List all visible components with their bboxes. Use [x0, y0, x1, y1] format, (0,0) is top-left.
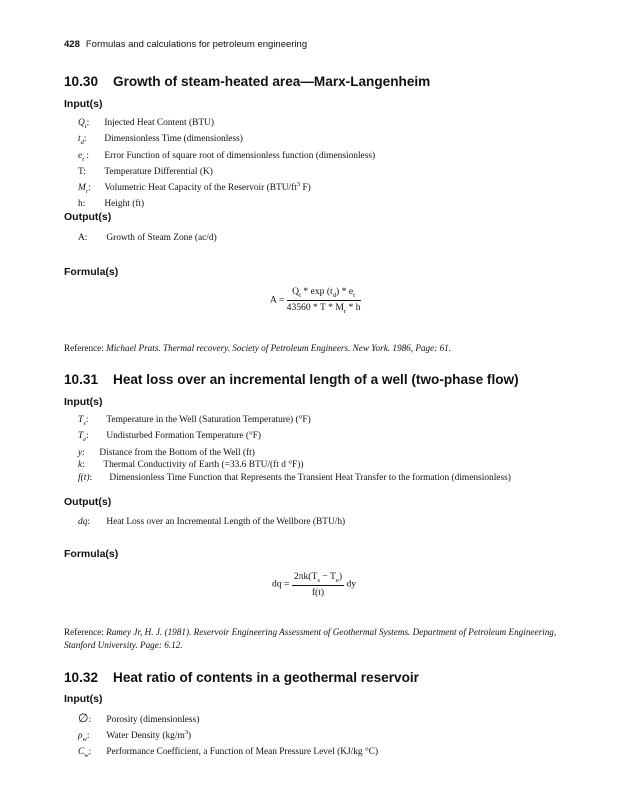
section-title-10-30: [64, 74, 430, 89]
formula-heading: Formula(s): [64, 548, 119, 560]
input-row-cw: $C_w$: Performance Coefficient, a Function of Mean Pressure Level (KJ/kg °C): [78, 747, 379, 759]
inputs-list-10-31: [78, 414, 511, 484]
input-row-porosity: ∅: Porosity (dimensionless): [78, 711, 200, 725]
output-row-a: A: Growth of Steam Zone (ac/d): [78, 233, 217, 243]
outputs-list-10-30: [78, 232, 217, 245]
input-desc: Porosity (dimensionless): [106, 715, 200, 725]
porosity-symbol: ∅: [78, 711, 89, 725]
input-desc: Thermal Conductivity of Earth (=33.6 BTU/(ft d °F)): [103, 460, 304, 471]
formula-fraction: [292, 571, 344, 598]
input-row-y: y: Distance from the Bottom of the Well (ft): [78, 447, 255, 458]
input-desc: Height (ft): [104, 199, 145, 210]
formula-lhs: A: [270, 294, 277, 306]
reference-text: Michael Prats. Thermal recovery. Society of Petroleum Engineers. New York. 1986, Page: 61.: [106, 343, 452, 353]
running-title: Formulas and calculations for petroleum engineering: [85, 39, 308, 50]
input-desc: Error Function of square root of dimensionless function (dimensionless): [104, 150, 376, 161]
section-number: 10.30: [64, 74, 99, 89]
input-desc: Performance Coefficient, a Function of Mean Pressure Level (KJ/kg °C): [106, 747, 379, 757]
formula-heading: Formula(s): [64, 266, 119, 278]
input-row-rhow: $\rho_w$: Water Density $(kg/m^3)$: [78, 728, 192, 743]
input-desc: Temperature Differential (K): [104, 167, 213, 178]
inputs-heading: Input(s): [64, 98, 103, 110]
input-desc: Dimensionless Time Function that Represents the Transient Heat Transfer to the formation (dimensionless): [109, 472, 511, 483]
input-desc: Injected Heat Content (BTU): [104, 118, 214, 128]
section-heading: Heat ratio of contents in a geothermal reservoir: [113, 670, 419, 685]
formula-lhs: dq: [272, 578, 282, 590]
input-desc: Undisturbed Formation Temperature (°F): [106, 431, 262, 442]
formula-10-30: A = $\frac{Q_t * \exp (t_d) * e_t}{43560 * T * M_r * h}$: [270, 286, 361, 315]
section-number: 10.31: [64, 372, 99, 387]
input-row-t: T: Temperature Differential (K): [78, 167, 213, 178]
section-title-10-32: [64, 670, 419, 685]
section-number: 10.32: [64, 670, 99, 685]
formula-numerator: $2\pi k(T_s - T_e)$: [293, 571, 343, 584]
page-number: 428: [64, 39, 80, 50]
input-row-mr: $M_r$: Volumetric Heat Capacity of the Reservoir ($BTU/ft^3$ F): [78, 180, 311, 195]
input-desc: Dimensionless Time (dimensionless): [104, 134, 243, 145]
outputs-list-10-31: [78, 516, 345, 529]
section-title-10-31: [64, 372, 519, 387]
input-row-et: $e_t$ : Error Function of square root of dimensionless function (dimensionless): [78, 150, 376, 163]
inputs-heading: Input(s): [64, 693, 103, 705]
running-head: [64, 39, 307, 50]
input-row-ts: $T_s$: Temperature in the Well (Saturation Temperature) (°F): [78, 415, 311, 427]
inputs-list-10-30: [78, 117, 375, 211]
formula-numerator: $Q_t$ * $\exp (t_d) * e_t$: [287, 286, 361, 301]
input-row-td: $t_d$: Dimensionless Time (dimensionless): [78, 134, 243, 147]
formula-suffix: dy: [346, 578, 357, 590]
output-desc: Heat Loss over an Incremental Length of the Wellbore (BTU/h): [106, 517, 346, 527]
section-heading: Heat loss over an incremental length of a well (two-phase flow): [113, 372, 519, 387]
outputs-heading: Output(s): [64, 211, 112, 223]
section-heading: Growth of steam-heated area—Marx-Langenheim: [113, 74, 431, 89]
output-row-dq: dq: Heat Loss over an Incremental Length of the Wellbore (BTU/h): [78, 517, 346, 527]
formula-fraction: [287, 286, 361, 315]
input-row-ft: f(t): Dimensionless Time Function that Represents the Transient Heat Transfer to the formation (dimensionless): [78, 472, 511, 483]
inputs-heading: Input(s): [64, 396, 103, 408]
formula-denominator: f(t): [311, 586, 325, 598]
inputs-list-10-32: [78, 712, 378, 762]
formula-10-31: dq = $\frac{2\pi k(T_s - T_e)}{f(t)}$ dy: [272, 571, 357, 598]
input-desc: Temperature in the Well (Saturation Temperature) (°F): [106, 415, 311, 425]
formula-denominator: 43560 * T * $M_r$ * h: [286, 301, 361, 315]
input-row-h: h: Height (ft): [78, 199, 145, 210]
input-desc: Water Density $(kg/m^3)$: [106, 728, 192, 741]
reference-10-30: Reference: Michael Prats. Thermal recovery. Society of Petroleum Engineers. New York. 1986, Page: 61.: [64, 343, 452, 353]
input-row-te: $T_e$: Undisturbed Formation Temperature (°F): [78, 431, 262, 444]
reference-10-31: Reference: Ramey Jr, H. J. (1981). Reservoir Engineering Assessment of Geothermal Systems. Department of Petroleum Engineering, Stanford University. Page: 6.12.: [64, 627, 557, 650]
input-row-k: k: Thermal Conductivity of Earth (=33.6 BTU/(ft d °F)): [78, 460, 304, 471]
reference-text: Ramey Jr, H. J. (1981). Reservoir Engineering Assessment of Geothermal Systems. Department of Petroleum Engineering, Stanford University. Page: 6.12.: [64, 627, 557, 650]
input-desc: Distance from the Bottom of the Well (ft): [99, 447, 255, 458]
input-desc: Volumetric Heat Capacity of the Reservoir ($BTU/ft^3$ F): [104, 180, 311, 193]
input-row-qt: $Q_t$: Injected Heat Content (BTU): [78, 118, 214, 130]
outputs-heading: Output(s): [64, 496, 112, 508]
output-desc: Growth of Steam Zone (ac/d): [106, 233, 217, 243]
